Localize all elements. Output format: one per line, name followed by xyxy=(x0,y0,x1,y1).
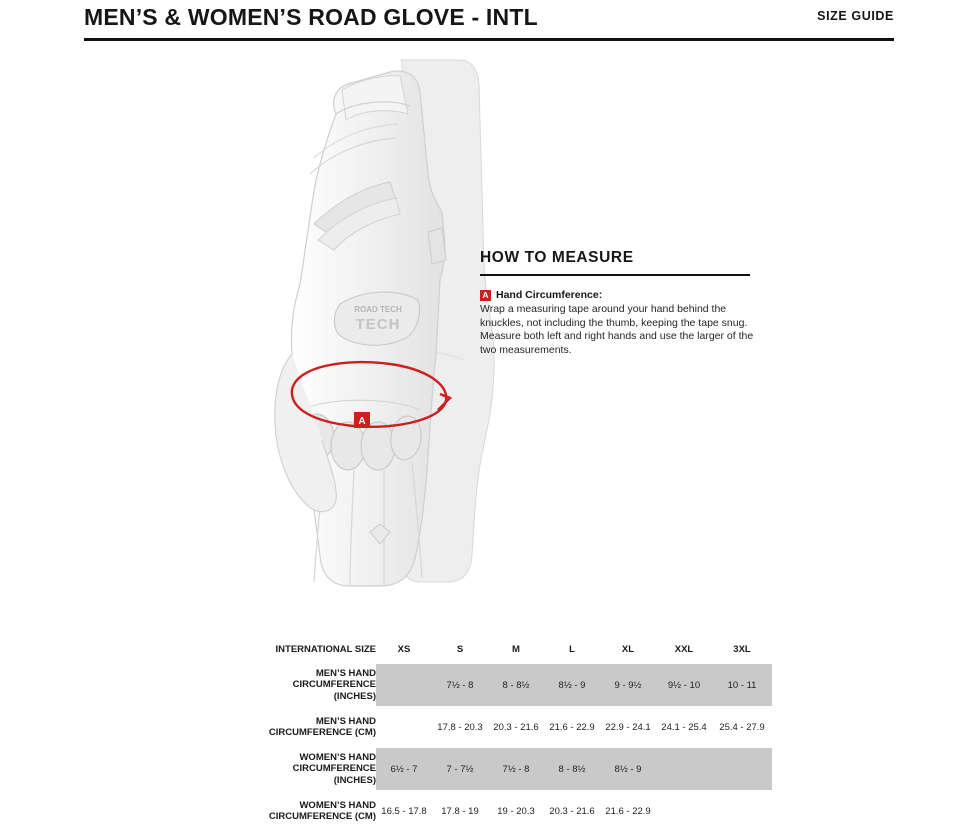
cell: 25.4 - 27.9 xyxy=(712,706,772,748)
page-header xyxy=(0,0,978,44)
column-header-xl: XL xyxy=(621,643,635,655)
size-guide-label: SIZE GUIDE xyxy=(817,9,894,23)
glove-main-shape xyxy=(275,71,446,586)
cell: 17.8 - 19 xyxy=(432,790,488,832)
row-label-mens-inches xyxy=(248,664,376,706)
cell: 16.5 - 17.8 xyxy=(376,790,432,832)
row-label-womens-inches xyxy=(248,748,376,790)
page-title: MEN’S & WOMEN’S ROAD GLOVE - INTL xyxy=(84,4,538,30)
marker-a-label: A xyxy=(358,416,366,427)
cell: 7½ - 8 xyxy=(432,664,488,706)
glove-illustration-area xyxy=(0,44,978,616)
how-to-measure-divider xyxy=(480,274,750,276)
row-label-line1: MEN’S HAND xyxy=(315,715,376,727)
table-row xyxy=(248,706,772,748)
row-label-line1: WOMEN’S HAND xyxy=(299,751,376,763)
brand-badge xyxy=(334,292,419,345)
column-header-l: L xyxy=(569,643,575,655)
row-label-line2: CIRCUMFERENCE (INCHES) xyxy=(292,679,376,702)
row-label-womens-cm xyxy=(248,790,376,832)
cell: 7 - 7½ xyxy=(432,748,488,790)
column-header-xxl: XXL xyxy=(674,643,694,655)
cell: 8 - 8½ xyxy=(544,748,600,790)
cell: 6½ - 7 xyxy=(376,748,432,790)
hand-circumference-description: Wrap a measuring tape around your hand behind the knuckles, not including the thumb, keeping the tape snug. Measure both left and right hands and use the larger of the two measurements. xyxy=(480,303,754,356)
hand-circumference-heading xyxy=(480,289,770,301)
cell: 19 - 20.3 xyxy=(488,790,544,832)
cell xyxy=(656,748,712,790)
cell: 24.1 - 25.4 xyxy=(656,706,712,748)
cell: 9½ - 10 xyxy=(656,664,712,706)
cell: 8½ - 9 xyxy=(600,748,656,790)
cell xyxy=(376,664,432,706)
international-size-label: INTERNATIONAL SIZE xyxy=(275,643,376,655)
cell: 8 - 8½ xyxy=(488,664,544,706)
cell: 21.6 - 22.9 xyxy=(544,706,600,748)
size-table-wrapper xyxy=(248,634,772,832)
cell xyxy=(376,706,432,748)
marker-a-icon: A xyxy=(480,290,491,301)
header-divider xyxy=(84,38,894,41)
row-label-line1: MEN’S HAND xyxy=(315,667,376,679)
cell: 9 - 9½ xyxy=(600,664,656,706)
row-label-line2: CIRCUMFERENCE (CM) xyxy=(268,811,376,822)
header-right xyxy=(817,8,894,24)
cell xyxy=(656,790,712,832)
cell: 10 - 11 xyxy=(712,664,772,706)
cell xyxy=(712,748,772,790)
table-row xyxy=(248,790,772,832)
column-header-s: S xyxy=(456,643,464,655)
row-label-mens-cm xyxy=(248,706,376,748)
cell xyxy=(712,790,772,832)
cell: 20.3 - 21.6 xyxy=(488,706,544,748)
column-header-m: M xyxy=(512,643,520,655)
cell: 22.9 - 24.1 xyxy=(600,706,656,748)
cell: 21.6 - 22.9 xyxy=(600,790,656,832)
svg-text:ROAD TECH: ROAD TECH xyxy=(354,305,402,314)
cell: 20.3 - 21.6 xyxy=(544,790,600,832)
brand-text: TECH xyxy=(355,316,401,333)
row-label-line2: CIRCUMFERENCE (INCHES) xyxy=(292,763,376,786)
hand-circumference-label: Hand Circumference: xyxy=(496,289,603,301)
table-row xyxy=(248,748,772,790)
cell: 17.8 - 20.3 xyxy=(432,706,488,748)
column-header-3xl: 3XL xyxy=(733,643,751,655)
row-label-line2: CIRCUMFERENCE (CM) xyxy=(268,727,376,738)
how-to-measure-panel xyxy=(480,249,770,357)
table-row xyxy=(248,664,772,706)
cell: 7½ - 8 xyxy=(488,748,544,790)
size-table xyxy=(248,634,772,832)
how-to-measure-title: HOW TO MEASURE xyxy=(480,249,634,266)
column-header-xs: XS xyxy=(397,643,411,655)
table-header-row xyxy=(248,634,772,664)
row-label-line1: WOMEN’S HAND xyxy=(299,799,376,811)
cell: 8½ - 9 xyxy=(544,664,600,706)
